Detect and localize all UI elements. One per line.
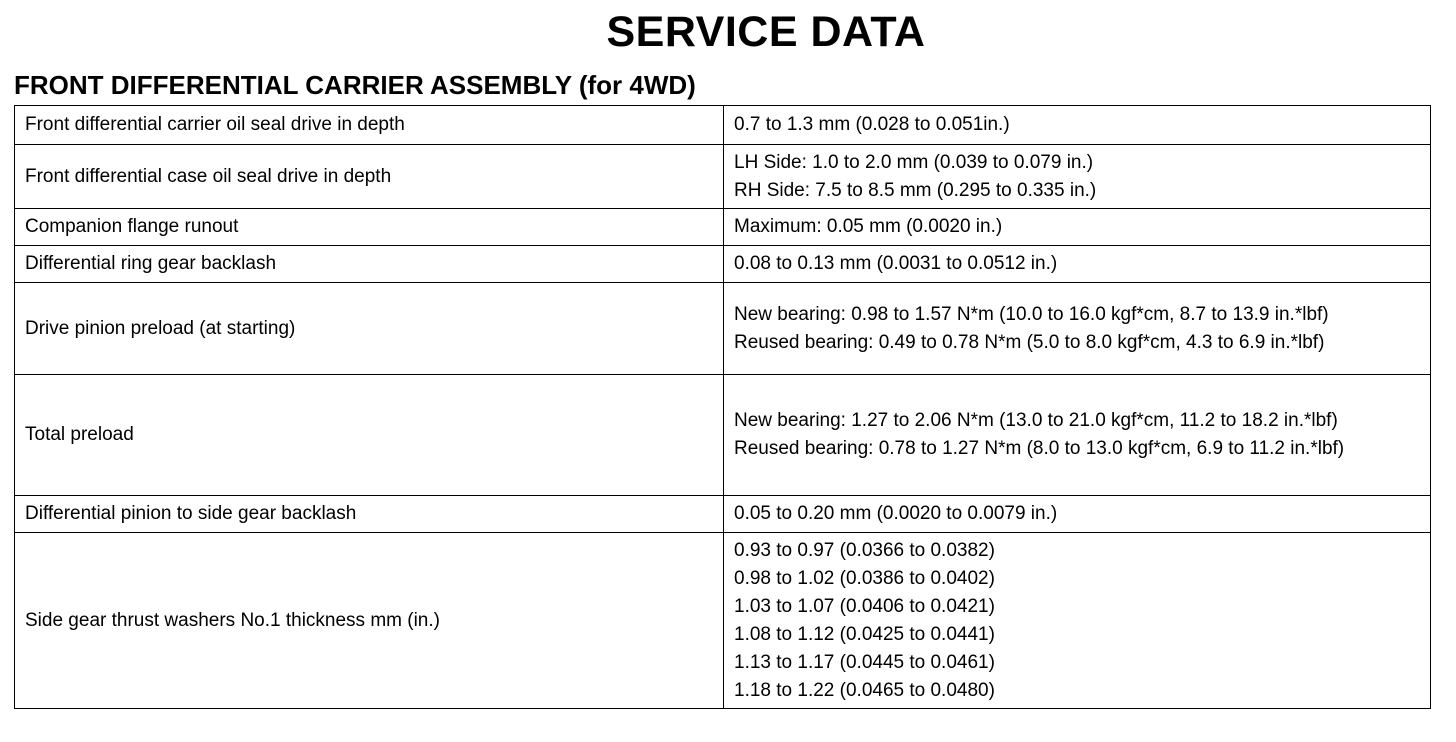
value-line: Reused bearing: 0.49 to 0.78 N*m (5.0 to 8.0 kgf*cm, 4.3 to 6.9 in.*lbf) — [734, 331, 1325, 353]
spec-item: Side gear thrust washers No.1 thickness mm (in.) — [15, 533, 724, 709]
value-line: New bearing: 0.98 to 1.57 N*m (10.0 to 16.0 kgf*cm, 8.7 to 13.9 in.*lbf) — [734, 303, 1329, 325]
section-title: FRONT DIFFERENTIAL CARRIER ASSEMBLY (for 4WD) — [14, 70, 696, 100]
value-line: 0.05 to 0.20 mm (0.0020 to 0.0079 in.) — [734, 503, 1058, 524]
value-line: RH Side: 7.5 to 8.5 mm (0.295 to 0.335 in.) — [734, 179, 1097, 201]
value-line: 0.93 to 0.97 (0.0366 to 0.0382) — [734, 539, 995, 561]
table-row — [15, 106, 1431, 145]
table-row — [15, 496, 1431, 533]
spec-item: Companion flange runout — [15, 209, 724, 246]
value-line: Reused bearing: 0.78 to 1.27 N*m (8.0 to 13.0 kgf*cm, 6.9 to 11.2 in.*lbf) — [734, 438, 1345, 459]
table-row — [15, 375, 1431, 496]
spec-value — [724, 283, 1431, 375]
spec-value — [724, 533, 1431, 709]
value-line: 1.18 to 1.22 (0.0465 to 0.0480) — [734, 679, 995, 701]
table-row — [15, 209, 1431, 246]
spec-item: Front differential carrier oil seal drive in depth — [15, 106, 724, 145]
spec-item: Drive pinion preload (at starting) — [15, 283, 724, 375]
spec-item: Differential pinion to side gear backlash — [15, 496, 724, 533]
table-row — [15, 246, 1431, 283]
value-line: Maximum: 0.05 mm (0.0020 in.) — [734, 216, 1003, 237]
table-row — [15, 283, 1431, 375]
spec-value — [724, 375, 1431, 496]
spec-value — [724, 209, 1431, 246]
value-line: 1.03 to 1.07 (0.0406 to 0.0421) — [734, 595, 995, 617]
spec-value — [724, 106, 1431, 145]
spec-value — [724, 246, 1431, 283]
spec-item: Differential ring gear backlash — [15, 246, 724, 283]
value-line: 1.08 to 1.12 (0.0425 to 0.0441) — [734, 623, 995, 645]
spec-value — [724, 145, 1431, 209]
spec-value — [724, 496, 1431, 533]
table-row — [15, 145, 1431, 209]
value-line: 1.13 to 1.17 (0.0445 to 0.0461) — [734, 651, 995, 673]
service-data-table — [14, 105, 1431, 709]
value-line: 0.7 to 1.3 mm (0.028 to 0.051in.) — [734, 114, 1010, 135]
value-line: 0.98 to 1.02 (0.0386 to 0.0402) — [734, 567, 995, 589]
value-line: LH Side: 1.0 to 2.0 mm (0.039 to 0.079 in.) — [734, 151, 1094, 173]
page-title: SERVICE DATA — [606, 8, 926, 56]
spec-item: Front differential case oil seal drive in depth — [15, 145, 724, 209]
table-row — [15, 533, 1431, 709]
value-line: New bearing: 1.27 to 2.06 N*m (13.0 to 21.0 kgf*cm, 11.2 to 18.2 in.*lbf) — [734, 410, 1338, 431]
spec-item: Total preload — [15, 375, 724, 496]
value-line: 0.08 to 0.13 mm (0.0031 to 0.0512 in.) — [734, 253, 1058, 274]
